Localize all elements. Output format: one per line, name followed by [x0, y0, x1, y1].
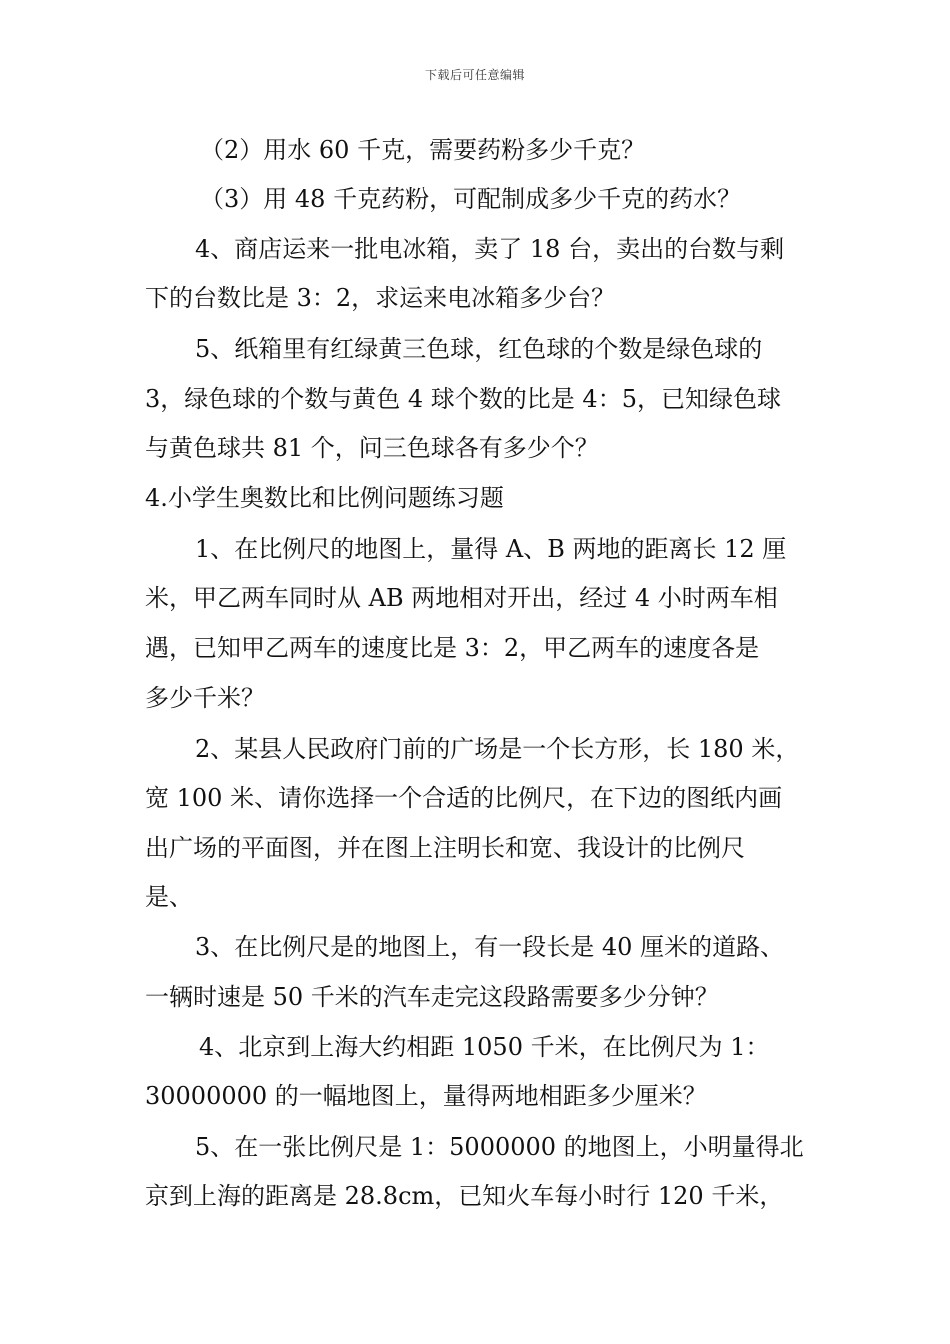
text-line: 下的台数比是 3：2，求运来电冰箱多少台？	[145, 284, 616, 312]
text-line: 京到上海的距离是 28.8cm，已知火车每小时行 120 千米，	[145, 1182, 784, 1210]
text-line: （2）用水 60 千克，需要药粉多少千克？	[200, 136, 646, 164]
text-line: 5、纸箱里有红绿黄三色球，红色球的个数是绿色球的	[195, 335, 763, 363]
text-line: 30000000 的一幅地图上，量得两地相距多少厘米？	[145, 1082, 707, 1110]
section-heading: 4.小学生奥数比和比例问题练习题	[145, 484, 504, 512]
page-header: 下载后可任意编辑	[424, 68, 525, 82]
text-line: 2、某县人民政府门前的广场是一个长方形，长 180 米，	[195, 735, 800, 763]
text-line: 遇，已知甲乙两车的速度比是 3：2，甲乙两车的速度各是	[145, 634, 760, 662]
text-line: 4、商店运来一批电冰箱，卖了 18 台，卖出的台数与剩	[195, 235, 785, 263]
text-line: 5、在一张比例尺是 1：5000000 的地图上，小明量得北	[195, 1133, 804, 1161]
text-line: 3、在比例尺是的地图上，有一段长是 40 厘米的道路、	[195, 933, 785, 961]
text-line: 1、在比例尺的地图上，量得 A、B 两地的距离长 12 厘	[195, 535, 787, 563]
text-line: 出广场的平面图，并在图上注明长和宽、我设计的比例尺	[145, 834, 745, 862]
text-line: （3）用 48 千克药粉，可配制成多少千克的药水？	[200, 185, 742, 213]
text-line: 是、	[145, 883, 193, 911]
text-line: 宽 100 米、请你选择一个合适的比例尺，在下边的图纸内画	[145, 784, 783, 812]
text-line: 一辆时速是 50 千米的汽车走完这段路需要多少分钟？	[145, 983, 719, 1011]
text-line: 3，绿色球的个数与黄色 4 球个数的比是 4：5，已知绿色球	[145, 385, 781, 413]
text-line: 4、北京到上海大约相距 1050 千米，在比例尺为 1：	[199, 1033, 770, 1061]
text-line: 米，甲乙两车同时从 AB 两地相对开出，经过 4 小时两车相	[145, 584, 778, 612]
text-line: 与黄色球共 81 个，问三色球各有多少个？	[145, 434, 599, 462]
text-line: 多少千米？	[145, 684, 265, 712]
